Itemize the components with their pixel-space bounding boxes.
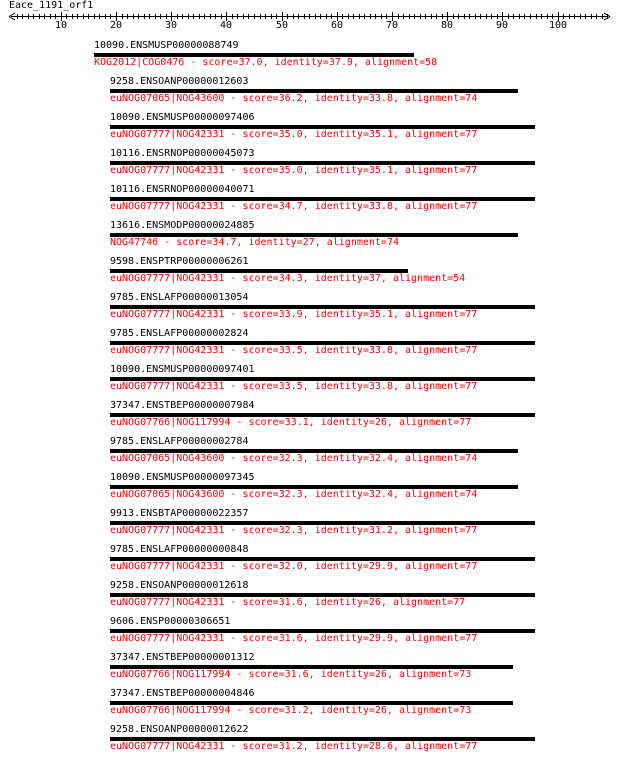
hit-name[interactable]: 9598.ENSPTRP00000006261 <box>110 256 249 267</box>
hit-detail: euNOG07777|NOG42331 - score=32.0, identity=29.9, alignment=77 <box>110 561 478 572</box>
hit-name[interactable]: 37347.ENSTBEP00000007984 <box>110 400 255 411</box>
hit-detail: NOG47746 - score=34.7, identity=27, alignment=74 <box>110 237 399 248</box>
hit-detail: euNOG07065|NOG43600 - score=32.3, identity=32.4, alignment=74 <box>110 453 478 464</box>
hit-detail: euNOG07766|NOG117994 - score=31.6, identity=26, alignment=73 <box>110 669 472 680</box>
hit-name[interactable]: 10090.ENSMUSP00000097345 <box>110 472 255 483</box>
hit-detail: euNOG07777|NOG42331 - score=31.2, identity=28.6, alignment=77 <box>110 741 478 752</box>
hit-detail: euNOG07065|NOG43600 - score=36.2, identity=33.8, alignment=74 <box>110 93 478 104</box>
hit-detail: euNOG07777|NOG42331 - score=32.3, identity=31.2, alignment=77 <box>110 525 478 536</box>
hit-detail: euNOG07777|NOG42331 - score=31.6, identity=29.9, alignment=77 <box>110 633 478 644</box>
position-ruler <box>0 0 620 34</box>
hit-name[interactable]: 9258.ENSOANP00000012603 <box>110 76 249 87</box>
query-title: Eace_1191_orf1 <box>9 0 94 11</box>
hit-name[interactable]: 9785.ENSLAFP00000002824 <box>110 328 249 339</box>
hit-detail: KOG2012|COG0476 - score=37.0, identity=37.9, alignment=58 <box>94 57 438 68</box>
hit-name[interactable]: 10116.ENSRNOP00000045073 <box>110 148 255 159</box>
hit-name[interactable]: 10090.ENSMUSP00000097406 <box>110 112 255 123</box>
hit-detail: euNOG07766|NOG117994 - score=33.1, identity=26, alignment=77 <box>110 417 472 428</box>
hit-detail: euNOG07777|NOG42331 - score=35.0, identity=35.1, alignment=77 <box>110 129 478 140</box>
hit-detail: euNOG07777|NOG42331 - score=34.7, identity=33.8, alignment=77 <box>110 201 478 212</box>
hit-name[interactable]: 9913.ENSBTAP00000022357 <box>110 508 249 519</box>
hit-name[interactable]: 9606.ENSP00000306651 <box>110 616 231 627</box>
hit-detail: euNOG07777|NOG42331 - score=31.6, identity=26, alignment=77 <box>110 597 466 608</box>
ruler-tick-label: 30 <box>164 20 178 31</box>
hit-name[interactable]: 10116.ENSRNOP00000040071 <box>110 184 255 195</box>
hit-detail: euNOG07777|NOG42331 - score=33.5, identity=33.8, alignment=77 <box>110 381 478 392</box>
ruler-tick-label: 100 <box>548 20 568 31</box>
hit-name[interactable]: 10090.ENSMUSP00000088749 <box>94 40 239 51</box>
hit-name[interactable]: 9258.ENSOANP00000012618 <box>110 580 249 591</box>
ruler-tick-label: 10 <box>54 20 68 31</box>
hit-name[interactable]: 9785.ENSLAFP00000013054 <box>110 292 249 303</box>
hit-name[interactable]: 10090.ENSMUSP00000097401 <box>110 364 255 375</box>
hit-name[interactable]: 9785.ENSLAFP00000002784 <box>110 436 249 447</box>
hit-detail: euNOG07777|NOG42331 - score=35.0, identity=35.1, alignment=77 <box>110 165 478 176</box>
hit-name[interactable]: 37347.ENSTBEP00000001312 <box>110 652 255 663</box>
ruler-tick-label: 70 <box>385 20 399 31</box>
ruler-tick-label: 20 <box>109 20 123 31</box>
hit-detail: euNOG07065|NOG43600 - score=32.3, identity=32.4, alignment=74 <box>110 489 478 500</box>
ruler-tick-label: 80 <box>440 20 454 31</box>
hit-detail: euNOG07777|NOG42331 - score=33.9, identity=35.1, alignment=77 <box>110 309 478 320</box>
hit-name[interactable]: 9258.ENSOANP00000012622 <box>110 724 249 735</box>
hit-name[interactable]: 9785.ENSLAFP00000000848 <box>110 544 249 555</box>
hit-name[interactable]: 13616.ENSMODP00000024885 <box>110 220 255 231</box>
ruler-tick-label: 60 <box>330 20 344 31</box>
hit-name[interactable]: 37347.ENSTBEP00000004846 <box>110 688 255 699</box>
hit-detail: euNOG07777|NOG42331 - score=33.5, identity=33.8, alignment=77 <box>110 345 478 356</box>
ruler-tick-label: 40 <box>219 20 233 31</box>
ruler-tick-label: 90 <box>495 20 509 31</box>
hit-detail: euNOG07766|NOG117994 - score=31.2, identity=26, alignment=73 <box>110 705 472 716</box>
ruler-tick-label: 50 <box>275 20 289 31</box>
hit-detail: euNOG07777|NOG42331 - score=34.3, identity=37, alignment=54 <box>110 273 466 284</box>
